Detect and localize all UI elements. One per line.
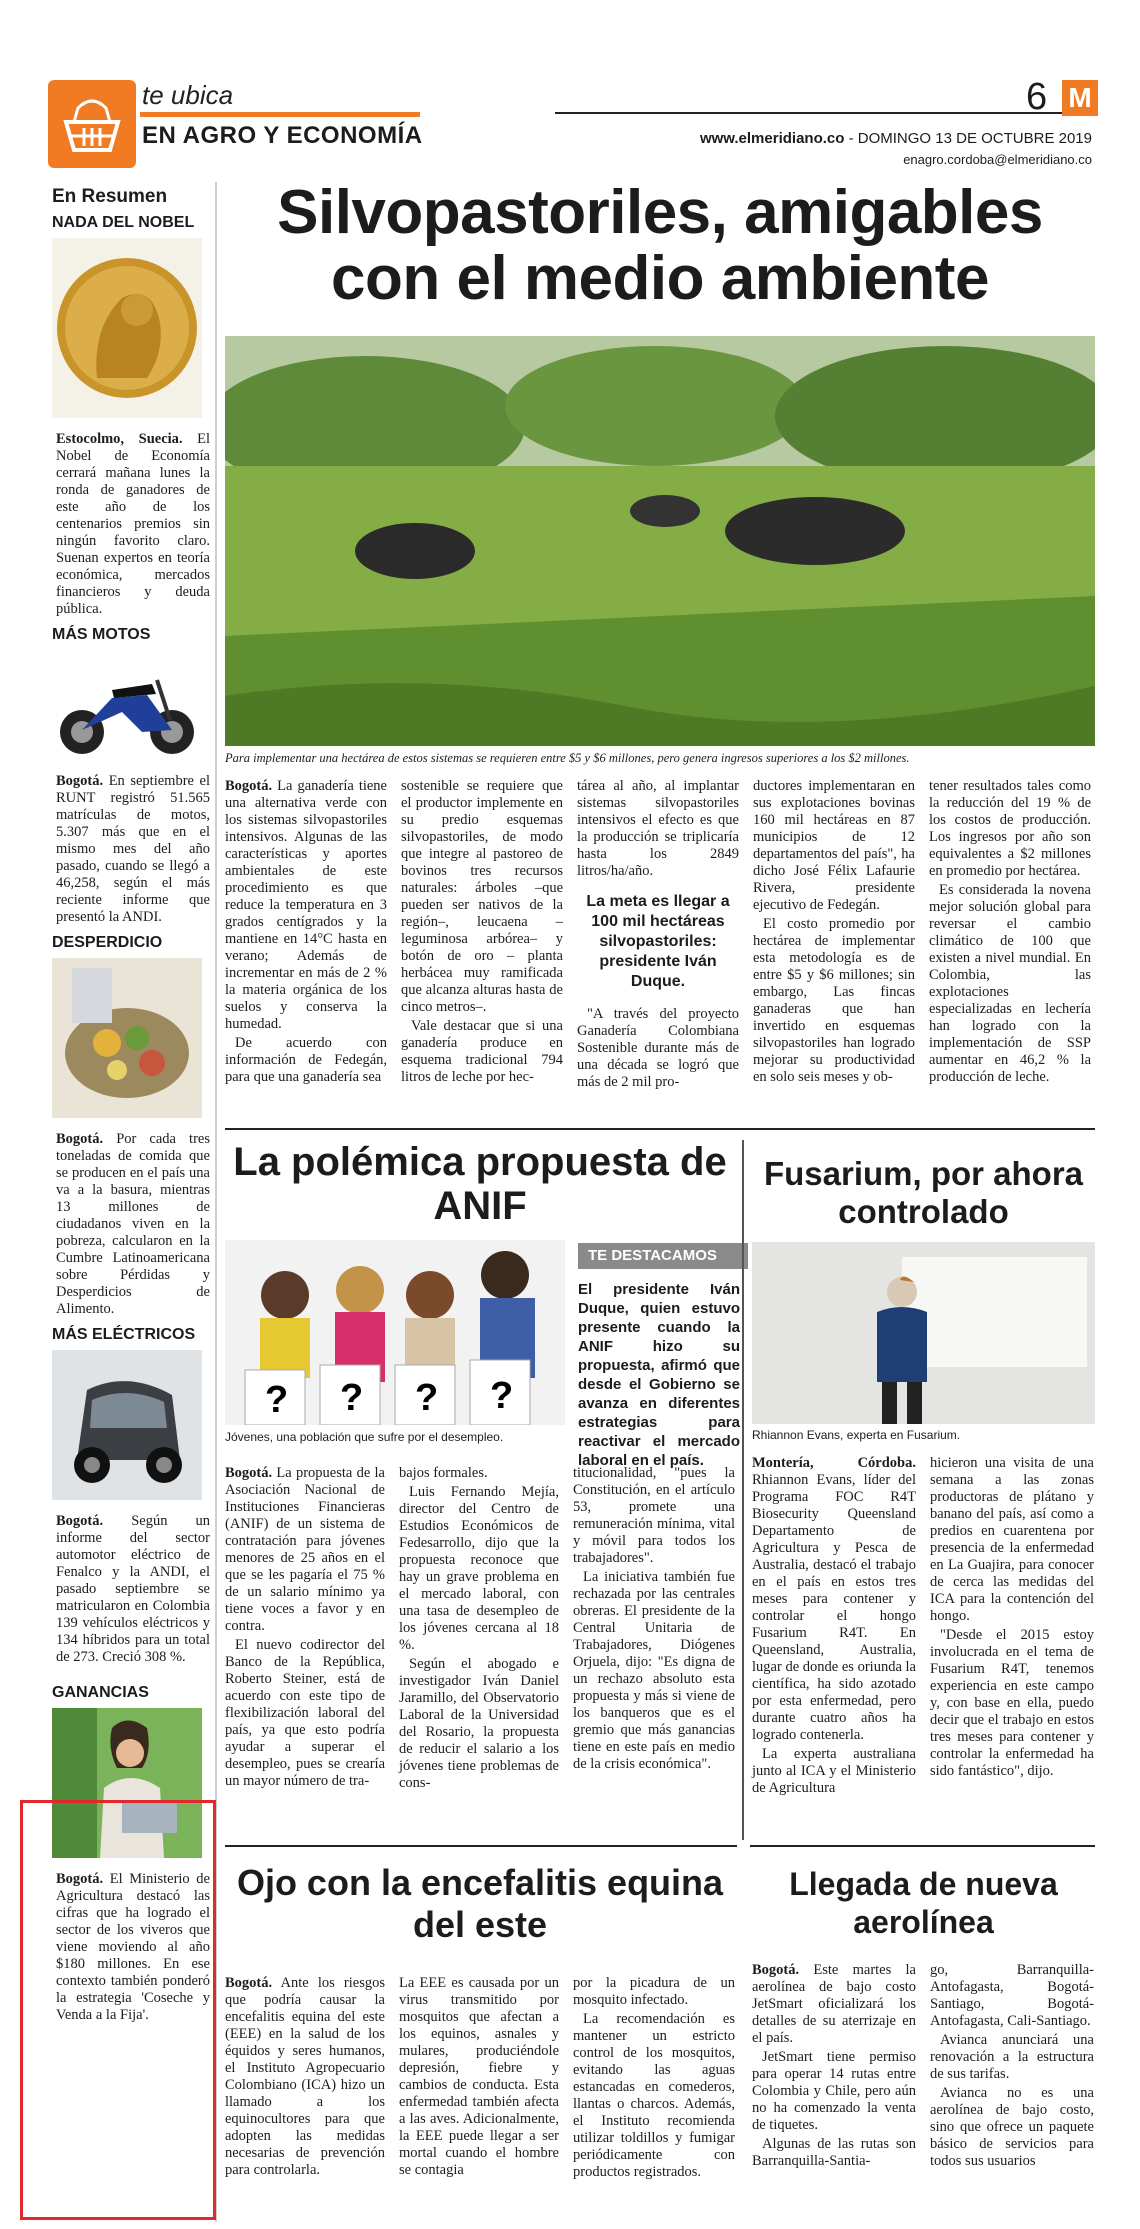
paragraph: JetSmart tiene permiso para operar 14 rutas entre Colombia y Chile, pero aún no ha comenzado la venta de tiquetes.	[752, 2049, 916, 2133]
svg-text:?: ?	[340, 1377, 364, 1419]
page-header	[0, 0, 1140, 175]
sidebar-body: Bogotá. En septiembre el RUNT registró 51.565 matrículas de motos, 5.307 más que en el mismo mes del año pasado, cuando se llegó a 46,258, según el más reciente informe que presentó la ANDI.	[56, 773, 210, 925]
paragraph: Bogotá. La propuesta de la Asociación Nacional de Instituciones Financieras (ANIF) de un sistema de contratación para jóvenes menores de 25 años en el que se les pagaría el 75 % de un salario mínimo ya tiene voces a favor y en contra.	[225, 1465, 385, 1634]
paragraph: Bogotá. Este martes la aerolínea de bajo costo JetSmart oficializará los detalles de su aterrizaje en el país.	[752, 1962, 916, 2046]
aerolinea-col-1	[752, 1962, 916, 2172]
anif-col-1	[225, 1465, 385, 1794]
paragraph: El nuevo codirector del Banco de la República, Roberto Steiner, está de acuerdo con este tipo de flexibilización laboral del país, ya que esto podría ayudar a superar el desempleo, pues se crearía un mayor número de tra-	[225, 1637, 385, 1789]
anif-photo-caption: Jóvenes, una población que sufre por el desempleo.	[225, 1430, 504, 1444]
paragraph: tener resultados tales como la reducción del 19 % de los costos de producción. Los ingresos por año son equivalentes a $2 millones en promedio por hectárea.	[929, 778, 1091, 879]
sidebar-heading: NADA DEL NOBEL	[52, 214, 195, 231]
encefalitis-article-body	[225, 1975, 735, 2183]
aerolinea-article-body	[752, 1962, 1095, 2172]
paragraph: sostenible se requiere que el productor implemente en su predio esquemas silvopastoriles, de modo que integre al pastoreo de bovinos tres recursos naturales: árboles –que pueden ser nativos de la región–, leucaena –leguminosa arbórea– y botón de oro – planta herbácea muy ramificada que alcanza alturas hasta de cinco metros–.	[401, 778, 563, 1015]
header-rule	[555, 112, 1095, 114]
paragraph: hicieron una visita de una semana a las zonas productoras de plátano y banano del país, así como a predios en cuarentena por presencia de la enfermedad en La Guajira, para conocer de cerca las medidas del ICA para la contención del hongo.	[930, 1455, 1094, 1624]
paragraph: Bogotá. La ganadería tiene una alternativa verde con los sistemas silvopastoriles intensivos. Algunas de las características y aportes ambientales de este procedimiento es que reduce la temperatura en 3 grados centígrados y la mantiene en 14°C hasta en verano; Además de incrementar en más de 2 % la materia orgánica de los suelos y conserva la humedad.	[225, 778, 387, 1032]
paragraph: go, Barranquilla-Antofagasta, Bogotá-Santiago, Bogotá-Antofagasta, Cali-Santiago.	[930, 1962, 1094, 2029]
page-number: 6	[1026, 76, 1048, 118]
fusarium-headline: Fusarium, por ahora controlado	[763, 1155, 1084, 1230]
encefalitis-headline: Ojo con la encefalitis equina del este	[236, 1862, 724, 1945]
main-col-2	[401, 778, 563, 1093]
anif-col-2	[399, 1465, 559, 1794]
svg-text:?: ?	[265, 1379, 289, 1421]
paragraph: tárea al año, al implantar sistemas silvopastoriles intensivos el efecto es que la producción se triplicaría hasta los 2849 litros/ha/año.	[577, 778, 739, 879]
sidebar-body: Bogotá. El Ministerio de Agricultura destacó las cifras que ha logrado el sector de los viveros que viene moviendo al año $180 millones. En ese contexto también ponderó la estrategia 'Coseche y Venda a la Fija'.	[56, 1871, 210, 2023]
svg-text:?: ?	[415, 1377, 439, 1419]
encefalitis-col-3	[573, 1975, 735, 2183]
paragraph: "Desde el 2015 estoy involucrada en el tema de Fusarium R4T, tenemos experiencia en este campo y, con base en ella, puedo decir que el trabajo en estos tres meses para contener y controlar la enfermedad ha sido fantástico", dijo.	[930, 1627, 1094, 1779]
sidebar-item-desperdicio	[44, 934, 214, 1318]
youth-question-marks-photo	[225, 1240, 565, 1425]
aerolinea-headline: Llegada de nueva aerolínea	[789, 1866, 1058, 1940]
paragraph: Vale destacar que si una ganadería produce en esquema tradicional 794 litros de leche por hec-	[401, 1018, 563, 1085]
paragraph: El costo promedio por hectárea de implementar esta metodología es de entre $5 y $6 millones; sin embargo, Las fincas ganaderas que han invertido en esquemas silvopastoriles han logrado mejorar su productividad en solo seis meses y ob-	[753, 916, 915, 1085]
sidebar-body: Estocolmo, Suecia. El Nobel de Economía cerrará mañana lunes la ronda de ganadores de este año de los centenarios premios sin ningún favorito claro. Suenan expertos en teoría económica, mercados financieros y deuda pública.	[56, 431, 211, 617]
contact-email[interactable]: enagro.cordoba@elmeridiano.co	[903, 152, 1092, 167]
paragraph: Montería, Córdoba. Rhiannon Evans, líder del Programa FOC R4T Biosecurity Queensland Departamento de Agricultura y Pesca de Australia, destacó el trabajo en el país en estos tres meses para contener y controlar el hongo Fusarium R4T. En Queensland, Australia, lugar de donde es oriunda la científica, ha sido azotado por esta enfermedad, pero durante cuatro años ha logrado contenerla.	[752, 1455, 916, 1743]
issue-date: DOMINGO 13 DE OCTUBRE 2019	[857, 130, 1092, 147]
fusarium-photo-caption: Rhiannon Evans, experta en Fusarium.	[752, 1428, 961, 1442]
anif-headline: La polémica propuesta de ANIF	[233, 1140, 727, 1228]
anif-article-body	[225, 1465, 735, 1794]
encefalitis-col-1	[225, 1975, 385, 2183]
section-underline	[140, 112, 420, 117]
main-col-1	[225, 778, 387, 1093]
encefalitis-col-2	[399, 1975, 559, 2183]
sidebar-body: Bogotá. Por cada tres toneladas de comida que se producen en el país una va a la basura, mientras 13 millones de ciudadanos viven en la pobreza, calcularon en la Cumbre Latinoamericana sobre Pérdidas y Desperdicios de Alimento.	[56, 1131, 210, 1317]
sidebar-heading: MÁS ELÉCTRICOS	[52, 1326, 196, 1343]
paragraph: La recomendación es mantener un estricto control de los mosquitos, evitando las aguas estancadas en comederos, llantas o charcos. Además, el Instituto recomienda utilizar toldillos y fumigar periódicamente con productos registrados.	[573, 2011, 735, 2180]
paragraph: Según el abogado e investigador Iván Daniel Jaramillo, del Observatorio Laboral de la Universidad del Rosario, la propuesta de reducir el salario a los jóvenes tiene problemas de cons-	[399, 1656, 559, 1791]
sidebar-body: Bogotá. Según un informe del sector automotor eléctrico de Fenalco y la ANDI, el pasado septiembre se matricularon en Colombia 139 vehículos eléctricos y 134 híbridos para un total de 273. Creció 308 %.	[56, 1513, 210, 1665]
section-name: EN AGRO Y ECONOMÍA	[142, 122, 423, 149]
sidebar-title: En Resumen	[52, 186, 168, 207]
paragraph: Bogotá. Ante los riesgos que podría causar la encefalitis equina del este (EEE) en la salud de los équidos y seres humanos, el Instituto Agropecuario Colombiano (ICA) hizo un llamado a los equinocultores para que adopten las medidas necesarias de prevención para controlarla.	[225, 1975, 385, 2178]
paragraph: Es considerada la novena mejor solución global para reversar el cambio climático de 100 que existen a nivel mundial. En Colombia, las explotaciones especializadas en lechería han logrado con la implementación de SSP aumentar en 46,2 % la producción de leche.	[929, 882, 1091, 1085]
ganancias-highlight-box	[20, 1800, 216, 2220]
aerolinea-col-2	[930, 1962, 1094, 2172]
main-headline: Silvopastoriles, amigables con el medio ambiente	[277, 178, 1043, 313]
main-col-3	[577, 778, 739, 1093]
brand-logo: M	[1062, 80, 1098, 116]
paragraph: Luis Fernando Mejía, director del Centro de Estudios Económicos de Fedesarrollo, dijo que la propuesta reconoce que hay un grave problema en el mercado laboral, con una tasa de desempleo de los jóvenes cercana al 18 %.	[399, 1484, 559, 1653]
dateline	[700, 130, 1092, 147]
section-tag: te ubica	[142, 80, 234, 110]
sidebar-item-motos	[44, 626, 214, 926]
section-rule	[750, 1845, 1095, 1847]
pull-quote: La meta es llegar a 100 mil hectáreas silvopastoriles: presidente Iván Duque.	[586, 893, 730, 990]
electric-car-image	[52, 1350, 202, 1505]
te-destacamos-tag: TE DESTACAMOS	[578, 1243, 748, 1269]
paragraph: ductores implementaran en sus explotaciones bovinas 160 mil hectáreas en 87 municipios de 12 departamentos del país", ha dicho José Félix Lafaurie Rivera, presidente ejecutivo de Fedegán.	[753, 778, 915, 913]
sidebar-item-nobel	[44, 214, 214, 618]
paragraph: bajos formales.	[399, 1465, 488, 1481]
sidebar-heading: DESPERDICIO	[52, 934, 163, 951]
column-divider	[742, 1140, 744, 1840]
fusarium-article-body	[752, 1455, 1095, 1799]
anif-col-3	[573, 1465, 735, 1794]
sidebar-heading: GANANCIAS	[52, 1684, 149, 1701]
svg-text:?: ?	[490, 1375, 514, 1417]
main-col-4	[753, 778, 915, 1093]
paragraph: Avianca anunciará una renovación a la estructura de sus tarifas.	[930, 2032, 1094, 2082]
website-link[interactable]: www.elmeridiano.co	[699, 130, 845, 147]
fusarium-col-1	[752, 1455, 916, 1799]
nobel-medal-image	[52, 238, 202, 423]
paragraph: De acuerdo con información de Fedegán, para que una ganadería sea	[225, 1035, 387, 1085]
paragraph: La EEE es causada por un virus transmitido por mosquitos que afectan a los equinos, asnales y mulares, produciéndole depresión, fiebre y cambios de conducta. Esta enfermedad también afecta a las aves. Adicionalmente, la EEE puede llegar a ser mortal cuando el hombre se contagia	[399, 1975, 559, 2178]
main-photo-caption: Para implementar una hectárea de estos sistemas se requieren entre $5 y $6 millones, pero genera ingresos superiores a los $2 millones.	[225, 751, 910, 765]
main-col-5	[929, 778, 1091, 1093]
paragraph: por la picadura de un mosquito infectado.	[573, 1975, 735, 2008]
motorcycle-image	[52, 650, 202, 765]
paragraph: "A través del proyecto Ganadería Colombiana Sostenible durante más de una década se logró que más de 2 mil pro-	[577, 1006, 739, 1090]
paragraph: Algunas de las rutas son Barranquilla-Santia-	[752, 2136, 916, 2169]
food-waste-image	[52, 958, 202, 1123]
section-rule	[225, 1845, 737, 1847]
cattle-pasture-photo	[225, 336, 1095, 746]
paragraph: La iniciativa también fue rechazada por las centrales obreras. El presidente de la Central Unitaria de Trabajadores, Diógenes Orjuela, dijo: "Es digna de un rechazo absoluto esta propuesta y más si viene de los banqueros que es el gremio que más ganancias tiene en este país en medio de la crisis económica".	[573, 1569, 735, 1772]
fusarium-col-2	[930, 1455, 1094, 1799]
date-separator: -	[844, 130, 858, 147]
paragraph: La experta australiana junto al ICA y el Ministerio de Agricultura	[752, 1746, 916, 1796]
rhiannon-evans-photo	[752, 1242, 1095, 1424]
agro-basket-logo-icon	[48, 80, 136, 168]
sidebar-item-electricos	[44, 1326, 214, 1666]
te-destacamos-text: El presidente Iván Duque, quien estuvo presente cuando la ANIF hizo su propuesta, afirmó que desde el Gobierno se avanza en diferentes estrategias para reactivar el mercado laboral en el país.	[578, 1281, 740, 1469]
paragraph: titucionalidad, "pues la Constitución, en el artículo 53, promete una remuneración mínima, vital y móvil para todos los trabajadores".	[573, 1465, 735, 1566]
main-article-body	[225, 778, 1095, 1093]
paragraph: Avianca no es una aerolínea de bajo costo, sino que ofrece un paquete básico de servicios para todos sus usuarios	[930, 2085, 1094, 2169]
section-rule	[225, 1128, 1095, 1130]
sidebar-heading: MÁS MOTOS	[52, 626, 151, 643]
